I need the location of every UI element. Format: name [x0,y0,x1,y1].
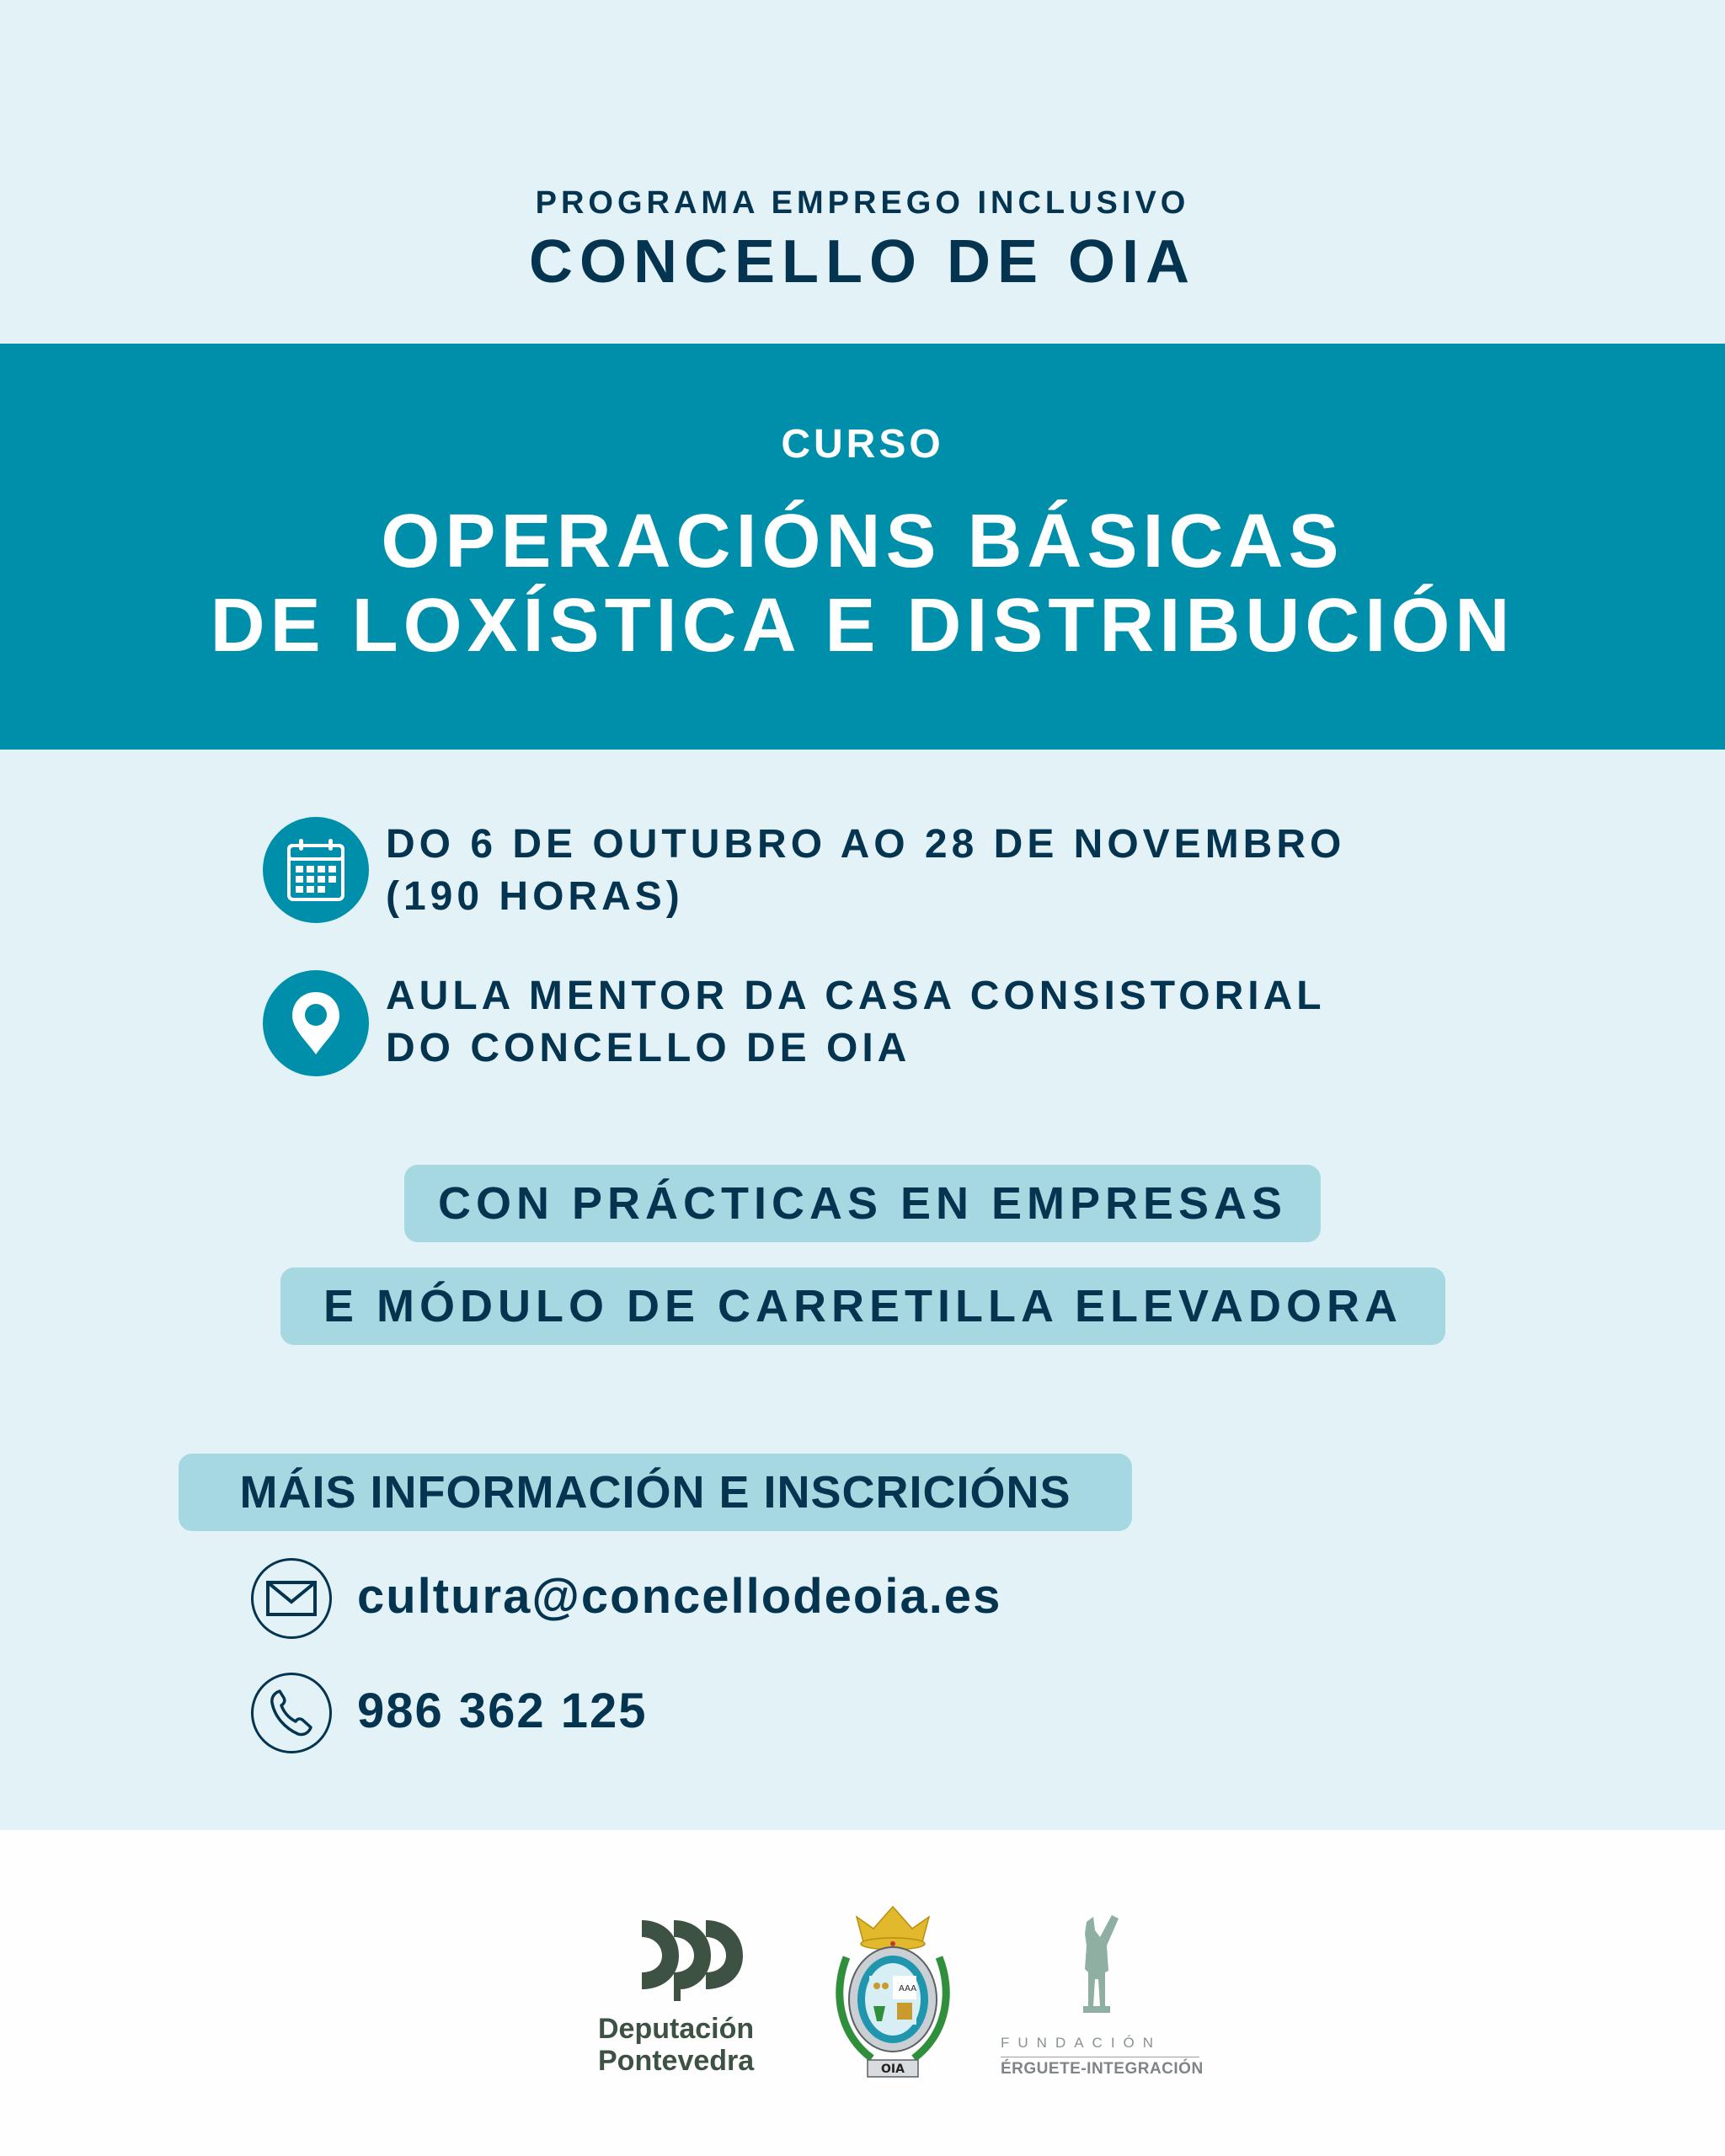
email-link[interactable]: cultura@concellodeoia.es [357,1569,1002,1624]
deputacion-name-line-1: Deputación [598,2013,755,2045]
course-title-line-2: DE LOXÍSTICA E DISTRIBUCIÓN [210,584,1515,668]
svg-text:AAA: AAA [899,1984,917,1993]
phone-icon [251,1673,332,1753]
course-dates-line-1: DO 6 DE OUTUBRO AO 28 DE NOVEMBRO [386,822,1346,867]
deputacion-mark-icon [638,1913,748,2004]
feature-label: E MÓDULO DE CARRETILLA ELEVADORA [323,1281,1402,1331]
coat-of-arms-icon [830,1898,956,2084]
course-dates [386,819,1345,923]
erguete-figure-icon [1075,1912,1125,2021]
calendar-icon [263,817,369,923]
fundacion-name: ÉRGUETE-INTEGRACIÓN [1001,2060,1204,2078]
svg-text:OIA: OIA [881,2063,905,2076]
course-location-line-2: DO CONCELLO DE OIA [386,1026,911,1070]
program-label: PROGRAMA EMPREGO INCLUSIVO [535,185,1190,221]
feature-label: CON PRÁCTICAS EN EMPRESAS [437,1178,1288,1229]
map-pin-icon [263,970,369,1076]
fundacion-erguete-logo [994,1912,1204,2080]
course-label: CURSO [781,422,944,467]
course-location [386,970,1326,1075]
phone-link[interactable]: 986 362 125 [357,1684,648,1738]
contact-heading [179,1454,1132,1531]
course-hours: (190 HORAS) [386,874,684,919]
fundacion-label: FUNDACIÓN [1001,2035,1162,2051]
feature-pill-forklift [280,1267,1445,1345]
deputacion-name-line-2: Pontevedra [598,2045,755,2077]
envelope-icon [251,1558,332,1639]
municipality-title: CONCELLO DE OIA [528,228,1196,296]
oia-coat-of-arms [830,1898,956,2084]
course-title-line-1: OPERACIÓNS BÁSICAS [381,499,1344,584]
contact-heading-label: MÁIS INFORMACIÓN E INSCRICIÓNS [239,1467,1071,1518]
deputacion-pontevedra-logo [596,1913,807,2082]
feature-pill-internships [404,1165,1321,1242]
course-location-line-1: AULA MENTOR DA CASA CONSISTORIAL [386,974,1326,1018]
